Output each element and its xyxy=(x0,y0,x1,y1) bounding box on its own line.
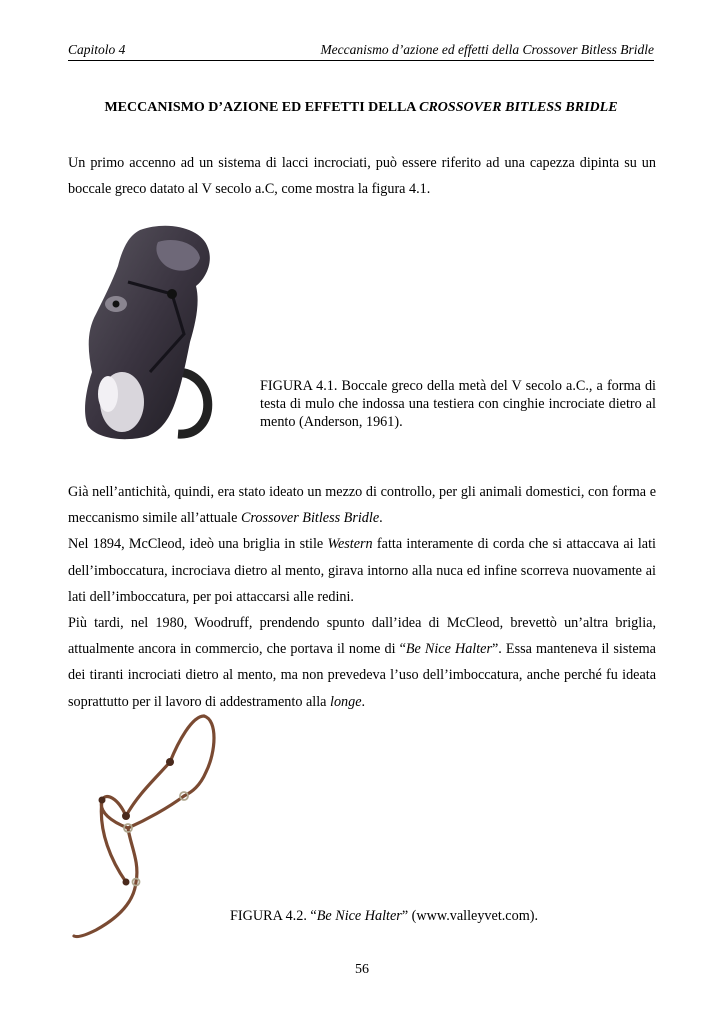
section-title xyxy=(68,100,654,116)
figure-4-2-caption xyxy=(230,908,538,925)
text-run: ” (www.valleyvet.com). xyxy=(401,908,539,924)
rope-halter-illustration xyxy=(68,712,220,944)
paragraph-intro: Un primo accenno ad un sistema di lacci incrociati, può essere riferito ad una capezza dipinta su un boccale greco datato al V secolo a.C, come mostra la figura 4.1. xyxy=(68,155,656,198)
text-run: . xyxy=(361,693,366,710)
text-run: . xyxy=(379,510,383,527)
figure-4-1-caption: FIGURA 4.1. Boccale greco della metà del V secolo a.C., a forma di testa di mulo che indossa una testiera con cinghie incrociate dietro al mento (Anderson, 1961). xyxy=(260,378,656,430)
caption-emphasis: Be Nice Halter xyxy=(316,908,402,924)
emphasis-be-nice-halter: Be Nice Halter xyxy=(405,641,492,658)
header-running-title: Meccanismo d’azione ed effetti della Crossover Bitless Bridle xyxy=(320,42,654,57)
section-title-emphasis: CROSSOVER BITLESS BRIDLE xyxy=(419,100,618,115)
header-chapter: Capitolo 4 xyxy=(68,42,126,57)
text-run: FIGURA 4.2. “ xyxy=(230,908,317,924)
text-run: Più tardi, nel 1980, Woodruff, prendendo spunto dall’idea di McCleod, brevettò un’altra briglia, attualmente ancora in commercio, che portava il nome di “ xyxy=(68,615,656,658)
greek-jug-illustration xyxy=(78,222,228,444)
figure-4-2-image xyxy=(68,712,220,944)
text-run: ”. Essa manteneva il sistema dei tiranti incrociati dietro al mento, ma non prevedeva l’uso dell’imboccatura, anche perché fu ideata soprattutto per il lavoro di addestramento alla xyxy=(68,641,656,710)
figure-4-1-image xyxy=(78,222,228,444)
text-run: Già nell’antichità, quindi, era stato ideato un mezzo di controllo, per gli animali domestici, con forma e meccanismo simile all’attuale xyxy=(68,484,656,527)
emphasis-western: Western xyxy=(327,536,373,553)
text-run: Nel 1894, McCleod, ideò una briglia in stile xyxy=(68,536,328,553)
emphasis-longe: longe xyxy=(330,693,362,710)
running-header xyxy=(68,42,654,61)
emphasis-crossover: Crossover Bitless Bridle xyxy=(240,510,380,527)
paragraph-history xyxy=(68,479,656,715)
section-title-prefix: MECCANISMO D’AZIONE ED EFFETTI DELLA xyxy=(104,100,420,115)
text-run: fatta interamente di corda che si attaccava ai lati dell’imboccatura, incrociava dietro al mento, girava intorno alla nuca ed infine scorreva nuovamente ai lati dell’imboccatura, per poi attaccarsi alle redini. xyxy=(68,536,656,605)
page-number: 56 xyxy=(355,962,369,977)
